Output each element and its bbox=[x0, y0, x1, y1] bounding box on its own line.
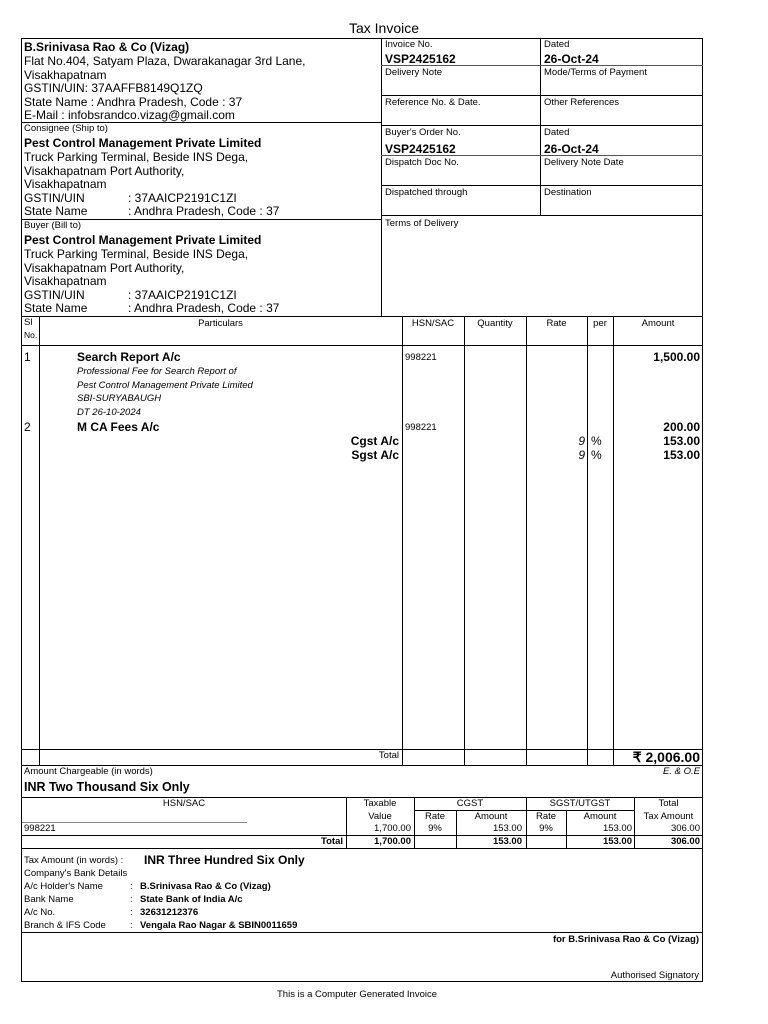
tax-words-label: Tax Amount (in words) : bbox=[24, 855, 124, 866]
bank-name-colon: : bbox=[130, 894, 133, 905]
for-company-label: for B.Srinivasa Rao & Co (Vizag) bbox=[552, 934, 699, 945]
col-amount-label: Amount bbox=[641, 318, 675, 329]
tax-col-sgst-label: SGST/UTGST bbox=[549, 798, 611, 809]
dated-value: 26-Oct-24 bbox=[544, 52, 599, 66]
order-dated-label: Dated bbox=[544, 127, 570, 138]
tax-total-cgst-amount: 153.00 bbox=[492, 836, 522, 847]
tax-col-sgst-rate-label: Rate bbox=[535, 811, 557, 822]
item2-amount: 200.00 bbox=[663, 420, 700, 434]
cgst-rate: 9 bbox=[578, 434, 585, 448]
destination-label: Destination bbox=[544, 187, 592, 198]
bank-name-value: State Bank of India A/c bbox=[140, 894, 243, 905]
buyer-state-label: State Name bbox=[24, 301, 88, 315]
tax-total-sgst-amount: 153.00 bbox=[602, 836, 632, 847]
eoe-label: E. & O.E bbox=[663, 766, 700, 777]
col-particulars-label: Particulars bbox=[198, 318, 243, 329]
seller-address-line1: Flat No.404, Satyam Plaza, Dwarakanagar 3rd Lane, bbox=[24, 54, 306, 68]
sgst-label: Sgst A/c bbox=[351, 448, 399, 462]
sgst-amount: 153.00 bbox=[663, 448, 700, 462]
item1-hsn: 998221 bbox=[405, 352, 437, 363]
seller-gstin: GSTIN/UIN: 37AAFFB8149Q1ZQ bbox=[24, 81, 203, 95]
tax-col-sgst-amount-label: Amount bbox=[583, 811, 617, 822]
seller-email: E-Mail : infobsrandco.vizag@gmail.com bbox=[24, 108, 235, 122]
holder-label: A/c Holder's Name bbox=[24, 881, 103, 892]
bank-name-label: Bank Name bbox=[24, 894, 74, 905]
cgst-amount: 153.00 bbox=[663, 434, 700, 448]
acno-colon: : bbox=[130, 907, 133, 918]
buyers-order-label: Buyer's Order No. bbox=[385, 127, 461, 138]
page-title: Tax Invoice bbox=[348, 20, 420, 36]
consignee-address-line2: Visakhapatnam Port Authority, bbox=[24, 163, 185, 178]
tax-col-total-label: Total bbox=[658, 798, 679, 809]
item1-desc-line3: SBI-SURYABAUGH bbox=[77, 393, 162, 404]
amount-words-label: Amount Chargeable (in words) bbox=[24, 766, 153, 777]
item1-desc-line2: Pest Control Management Private Limited bbox=[77, 379, 253, 391]
item2-name: M CA Fees A/c bbox=[77, 420, 160, 434]
delivery-note-label: Delivery Note bbox=[385, 67, 443, 78]
amount-words-value: INR Two Thousand Six Only bbox=[24, 780, 190, 794]
consignee-gstin-value: : 37AAICP2191C1ZI bbox=[128, 190, 237, 205]
dated-label: Dated bbox=[544, 39, 570, 50]
item2-hsn: 998221 bbox=[405, 422, 437, 433]
dispatched-through-label: Dispatched through bbox=[385, 187, 468, 198]
tax-total-total: 306.00 bbox=[670, 836, 700, 847]
computer-generated-note: This is a Computer Generated Invoice bbox=[277, 989, 437, 1000]
col-rate-label: Rate bbox=[546, 318, 567, 329]
item1-desc-line4: DT 26-10-2024 bbox=[77, 406, 141, 418]
tax-col-value-label: Value bbox=[368, 811, 392, 822]
consignee-state-value: : Andhra Pradesh, Code : 37 bbox=[128, 204, 280, 218]
sgst-per: % bbox=[591, 448, 602, 462]
buyer-state-value: : Andhra Pradesh, Code : 37 bbox=[128, 301, 280, 315]
authorised-signatory-label: Authorised Signatory bbox=[610, 970, 699, 981]
consignee-address-line3: Visakhapatnam bbox=[24, 177, 107, 191]
tax-total-label: Total bbox=[321, 836, 343, 847]
tax-col-cgst-amount-label: Amount bbox=[474, 811, 508, 822]
consignee-name: Pest Control Management Private Limited bbox=[24, 136, 262, 150]
buyer-gstin-label: GSTIN/UIN bbox=[24, 287, 85, 302]
tax-col-hsn-label: HSN/SAC bbox=[162, 798, 206, 809]
items-total-label: Total bbox=[378, 750, 399, 761]
acno-value: 32631212376 bbox=[140, 907, 199, 918]
tax-row-sgst-rate: 9% bbox=[539, 823, 553, 834]
invoice-no-value: VSP2425162 bbox=[385, 52, 456, 66]
tax-col-cgst-label: CGST bbox=[456, 798, 484, 809]
item1-amount: 1,500.00 bbox=[653, 350, 700, 364]
tax-row-cgst-rate: 9% bbox=[428, 823, 442, 834]
consignee-heading: Consignee (Ship to) bbox=[24, 123, 108, 134]
col-hsn-label: HSN/SAC bbox=[411, 318, 455, 329]
bank-details-heading: Company's Bank Details bbox=[24, 868, 128, 879]
tax-row-hsn: 998221 bbox=[24, 823, 56, 834]
tax-row-taxable: 1,700.00 bbox=[374, 823, 411, 834]
buyer-gstin-value: : 37AAICP2191C1ZI bbox=[128, 287, 237, 302]
branch-label: Branch & IFS Code bbox=[24, 920, 106, 931]
invoice-no-label: Invoice No. bbox=[385, 39, 433, 50]
buyer-heading: Buyer (Bill to) bbox=[24, 220, 82, 231]
seller-name: B.Srinivasa Rao & Co (Vizag) bbox=[24, 40, 190, 54]
consignee-address-line1: Truck Parking Terminal, Beside INS Dega, bbox=[24, 150, 249, 164]
items-total-amount: ₹ 2,006.00 bbox=[632, 749, 700, 765]
order-dated-value: 26-Oct-24 bbox=[544, 142, 599, 156]
buyers-order-value: VSP2425162 bbox=[385, 142, 456, 156]
consignee-state-label: State Name bbox=[24, 204, 88, 218]
buyer-address-line2: Visakhapatnam Port Authority, bbox=[24, 260, 185, 275]
item2-sl: 2 bbox=[24, 420, 31, 434]
terms-of-delivery-label: Terms of Delivery bbox=[385, 218, 459, 229]
col-per-label: per bbox=[593, 318, 607, 329]
tax-col-tax-amount-label: Tax Amount bbox=[643, 811, 694, 822]
seller-state: State Name : Andhra Pradesh, Code : 37 bbox=[24, 94, 243, 109]
item1-name: Search Report A/c bbox=[77, 350, 181, 364]
tax-row-total: 306.00 bbox=[670, 823, 700, 834]
tax-row-cgst-amount: 153.00 bbox=[492, 823, 522, 834]
tax-total-taxable: 1,700.00 bbox=[374, 836, 411, 847]
reference-label: Reference No. & Date. bbox=[385, 97, 481, 108]
sgst-rate: 9 bbox=[578, 448, 585, 462]
cgst-label: Cgst A/c bbox=[350, 434, 399, 448]
mode-terms-label: Mode/Terms of Payment bbox=[544, 67, 647, 78]
acno-label: A/c No. bbox=[24, 907, 56, 918]
seller-address-line2: Visakhapatnam bbox=[24, 67, 107, 82]
branch-value: Vengala Rao Nagar & SBIN0011659 bbox=[140, 920, 298, 931]
buyer-address-line3: Visakhapatnam bbox=[24, 274, 107, 288]
buyer-address-line1: Truck Parking Terminal, Beside INS Dega, bbox=[24, 247, 249, 261]
dispatch-doc-label: Dispatch Doc No. bbox=[385, 157, 459, 168]
tax-col-cgst-rate-label: Rate bbox=[424, 811, 446, 822]
item1-sl: 1 bbox=[24, 350, 31, 364]
buyer-name: Pest Control Management Private Limited bbox=[24, 233, 262, 247]
holder-value: B.Srinivasa Rao & Co (Vizag) bbox=[140, 881, 271, 892]
cgst-per: % bbox=[591, 434, 602, 448]
branch-colon: : bbox=[130, 920, 133, 931]
holder-colon: : bbox=[130, 881, 133, 892]
tax-col-taxable-label: Taxable bbox=[363, 798, 397, 809]
tax-words-value: INR Three Hundred Six Only bbox=[144, 853, 305, 867]
tax-row-sgst-amount: 153.00 bbox=[602, 823, 632, 834]
consignee-gstin-label: GSTIN/UIN bbox=[24, 190, 85, 205]
item1-desc-line1: Professional Fee for Search Report of bbox=[77, 366, 237, 377]
delivery-note-date-label: Delivery Note Date bbox=[544, 157, 624, 168]
col-no-label: No. bbox=[24, 330, 38, 340]
col-sl-label: Sl bbox=[24, 317, 33, 328]
invoice-frame bbox=[21, 38, 703, 982]
other-references-label: Other References bbox=[544, 97, 619, 108]
col-quantity-label: Quantity bbox=[477, 318, 513, 329]
